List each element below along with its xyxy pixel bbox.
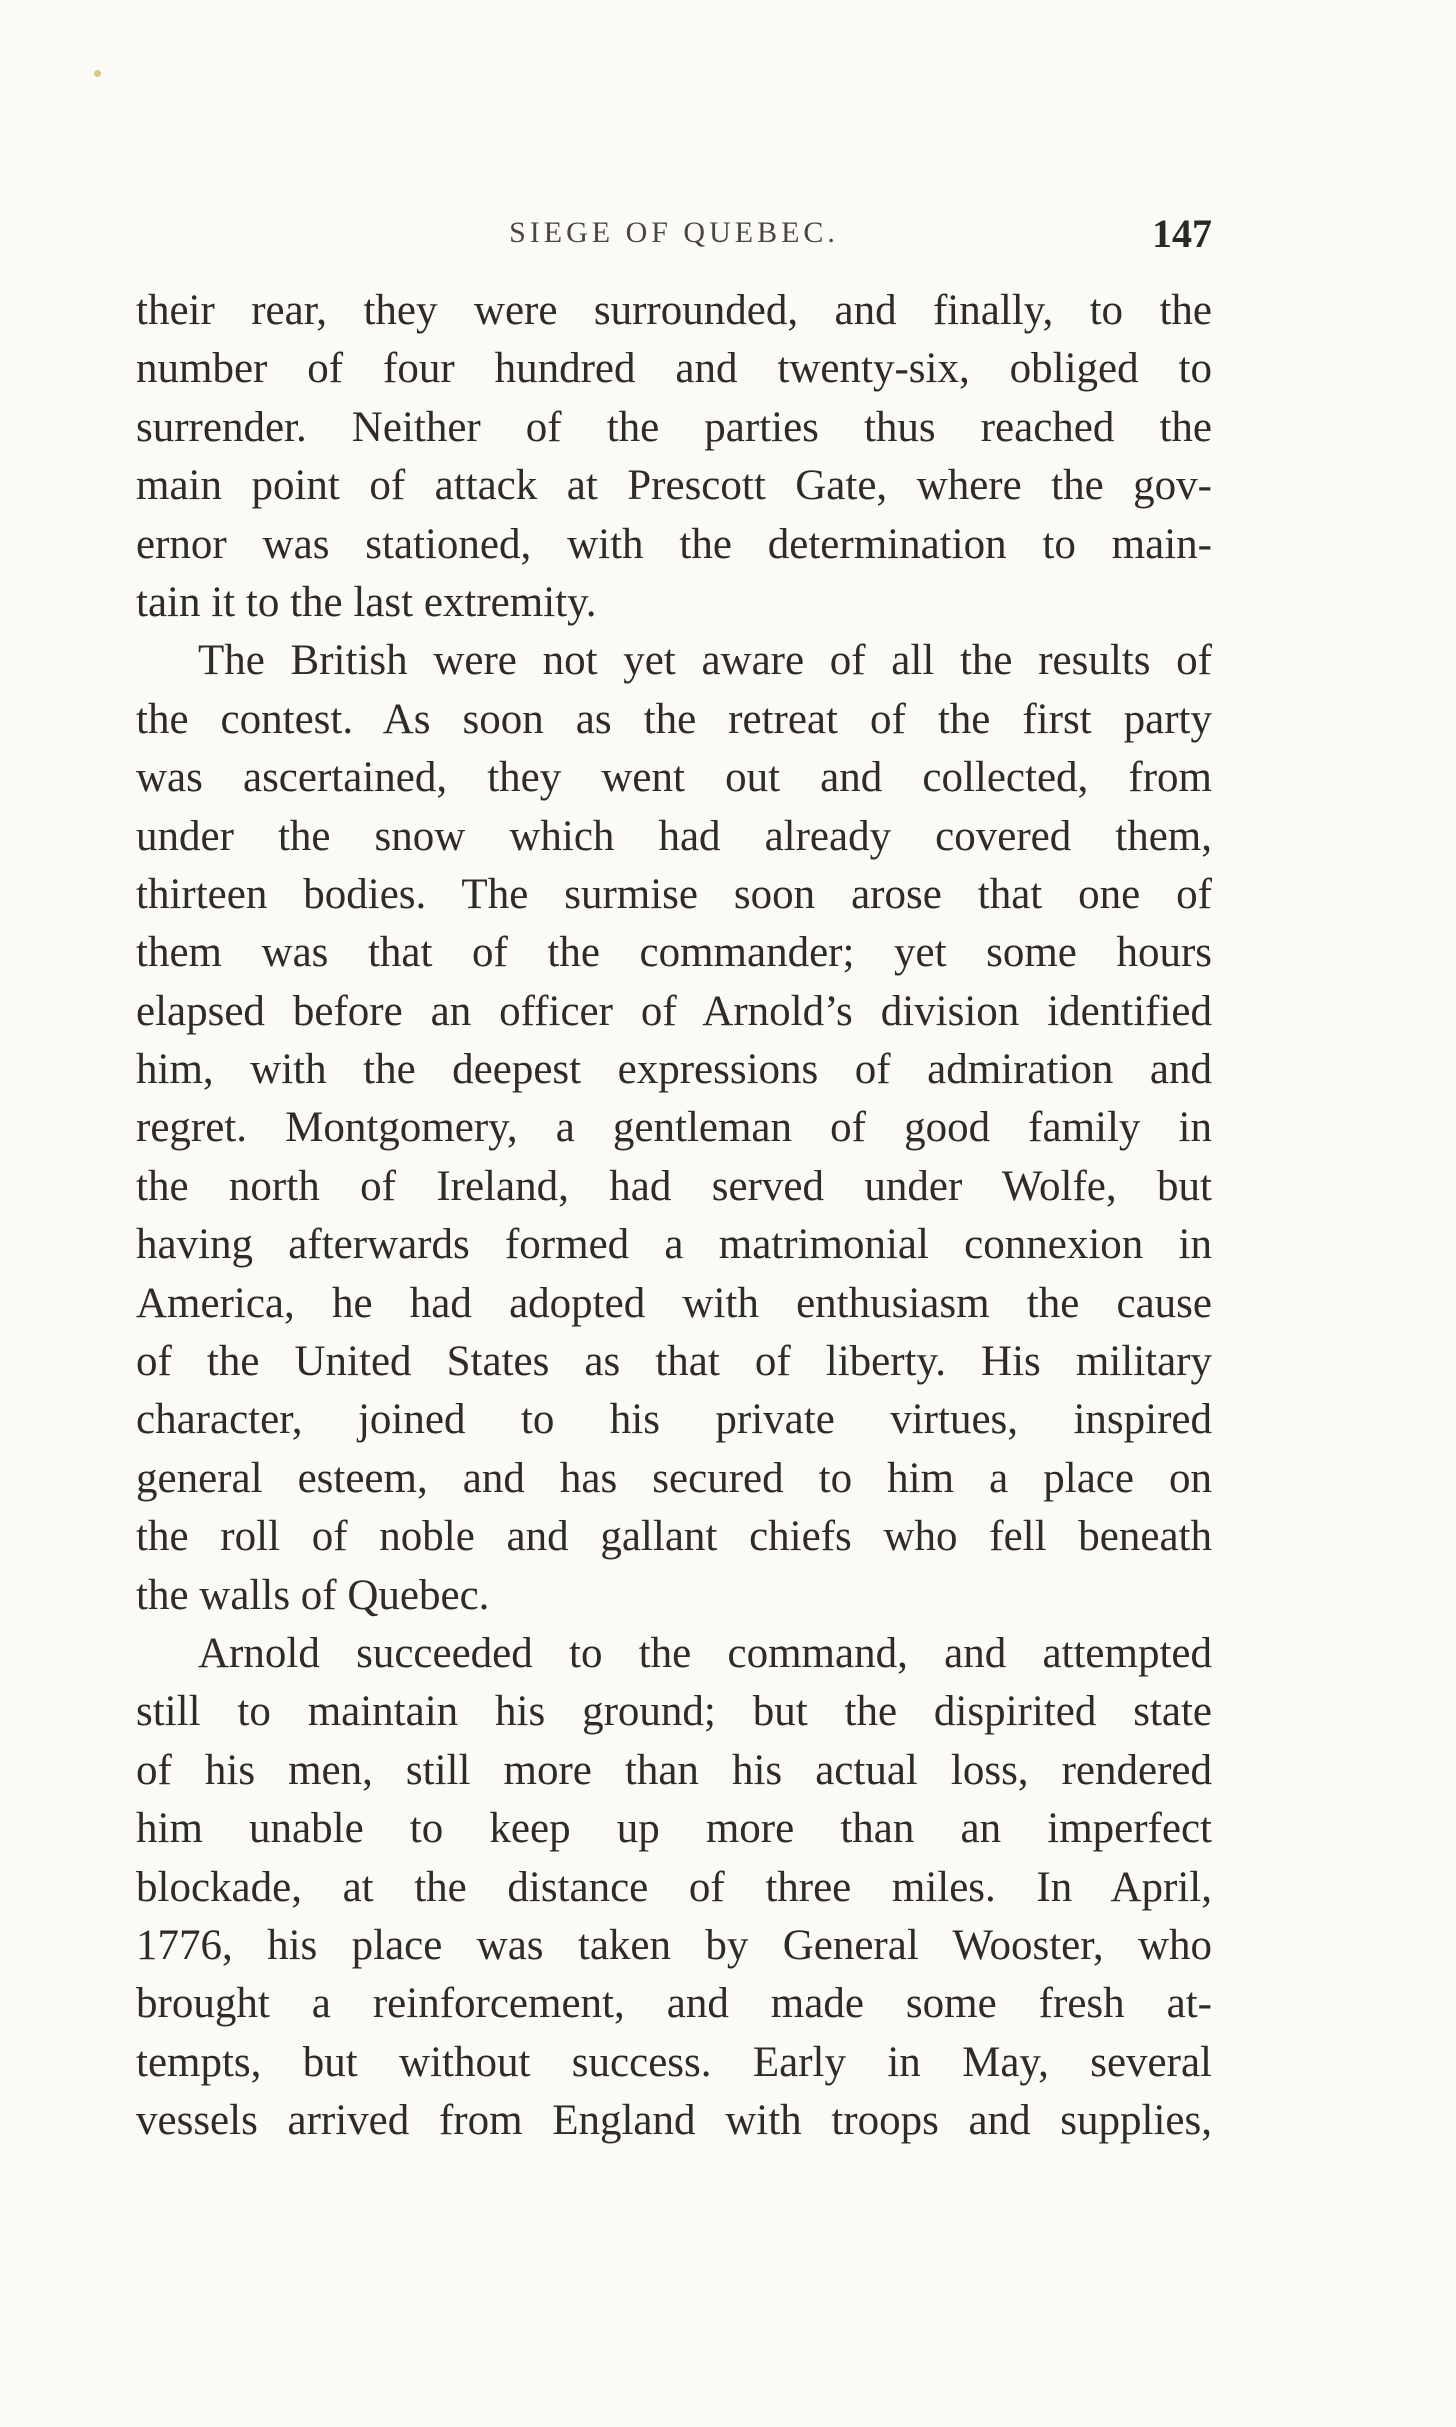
text-line: their rear, they were surrounded, and finally, to the (136, 287, 1212, 334)
text-line: him unable to keep up more than an imperfect (136, 1805, 1212, 1853)
text-line: the contest. As soon as the retreat of the first party (136, 695, 1212, 743)
text-line: brought a reinforcement, and made some fresh at- (136, 1980, 1212, 2028)
text-line: tempts, but without success. Early in May, several (136, 2038, 1212, 2086)
text-line: the walls of Quebec. (136, 1571, 490, 1619)
body-text (136, 282, 1212, 2151)
text-line: elapsed before an officer of Arnold’s division identified (136, 987, 1212, 1035)
text-line: him, with the deepest expressions of admiration and (136, 1046, 1212, 1094)
page-number: 147 (1152, 211, 1212, 256)
text-line: the roll of noble and gallant chiefs who fell beneath (136, 1513, 1212, 1561)
text-line: Arnold succeeded to the command, and attempted (198, 1629, 1212, 1677)
text-line: blockade, at the distance of three miles. In April, (136, 1863, 1212, 1911)
text-line: under the snow which had already covered them, (136, 812, 1212, 860)
text-line: the north of Ireland, had served under Wolfe, but (136, 1162, 1212, 1210)
text-line: still to maintain his ground; but the dispirited state (136, 1688, 1212, 1736)
running-title: SIEGE OF QUEBEC. (509, 216, 839, 249)
text-line: vessels arrived from England with troops and supplies, (136, 2097, 1212, 2145)
text-line: them was that of the commander; yet some hours (136, 929, 1212, 977)
text-line: of the United States as that of liberty. His military (136, 1338, 1212, 1386)
text-line: regret. Montgomery, a gentleman of good family in (136, 1104, 1212, 1152)
text-line: America, he had adopted with enthusiasm the cause (136, 1279, 1212, 1327)
page-header (136, 204, 1212, 264)
text-line: character, joined to his private virtues, inspired (136, 1396, 1212, 1444)
text-line: surrender. Neither of the parties thus reached the (136, 403, 1212, 451)
text-line: having afterwards formed a matrimonial connexion in (136, 1221, 1212, 1269)
text-line: number of four hundred and twenty-six, obliged to (136, 345, 1212, 393)
text-line: The British were not yet aware of all the results of (198, 637, 1212, 685)
paper-speck (94, 70, 101, 77)
text-line: of his men, still more than his actual loss, rendered (136, 1746, 1212, 1794)
text-line: main point of attack at Prescott Gate, where the gov- (136, 462, 1212, 510)
text-line: general esteem, and has secured to him a place on (136, 1454, 1212, 1502)
text-line: thirteen bodies. The surmise soon arose that one of (136, 870, 1212, 918)
text-line: tain it to the last extremity. (136, 578, 597, 626)
text-line: ernor was stationed, with the determination to main- (136, 520, 1212, 568)
text-line: was ascertained, they went out and collected, from (136, 754, 1212, 802)
text-line: 1776, his place was taken by General Wooster, who (136, 1921, 1212, 1969)
